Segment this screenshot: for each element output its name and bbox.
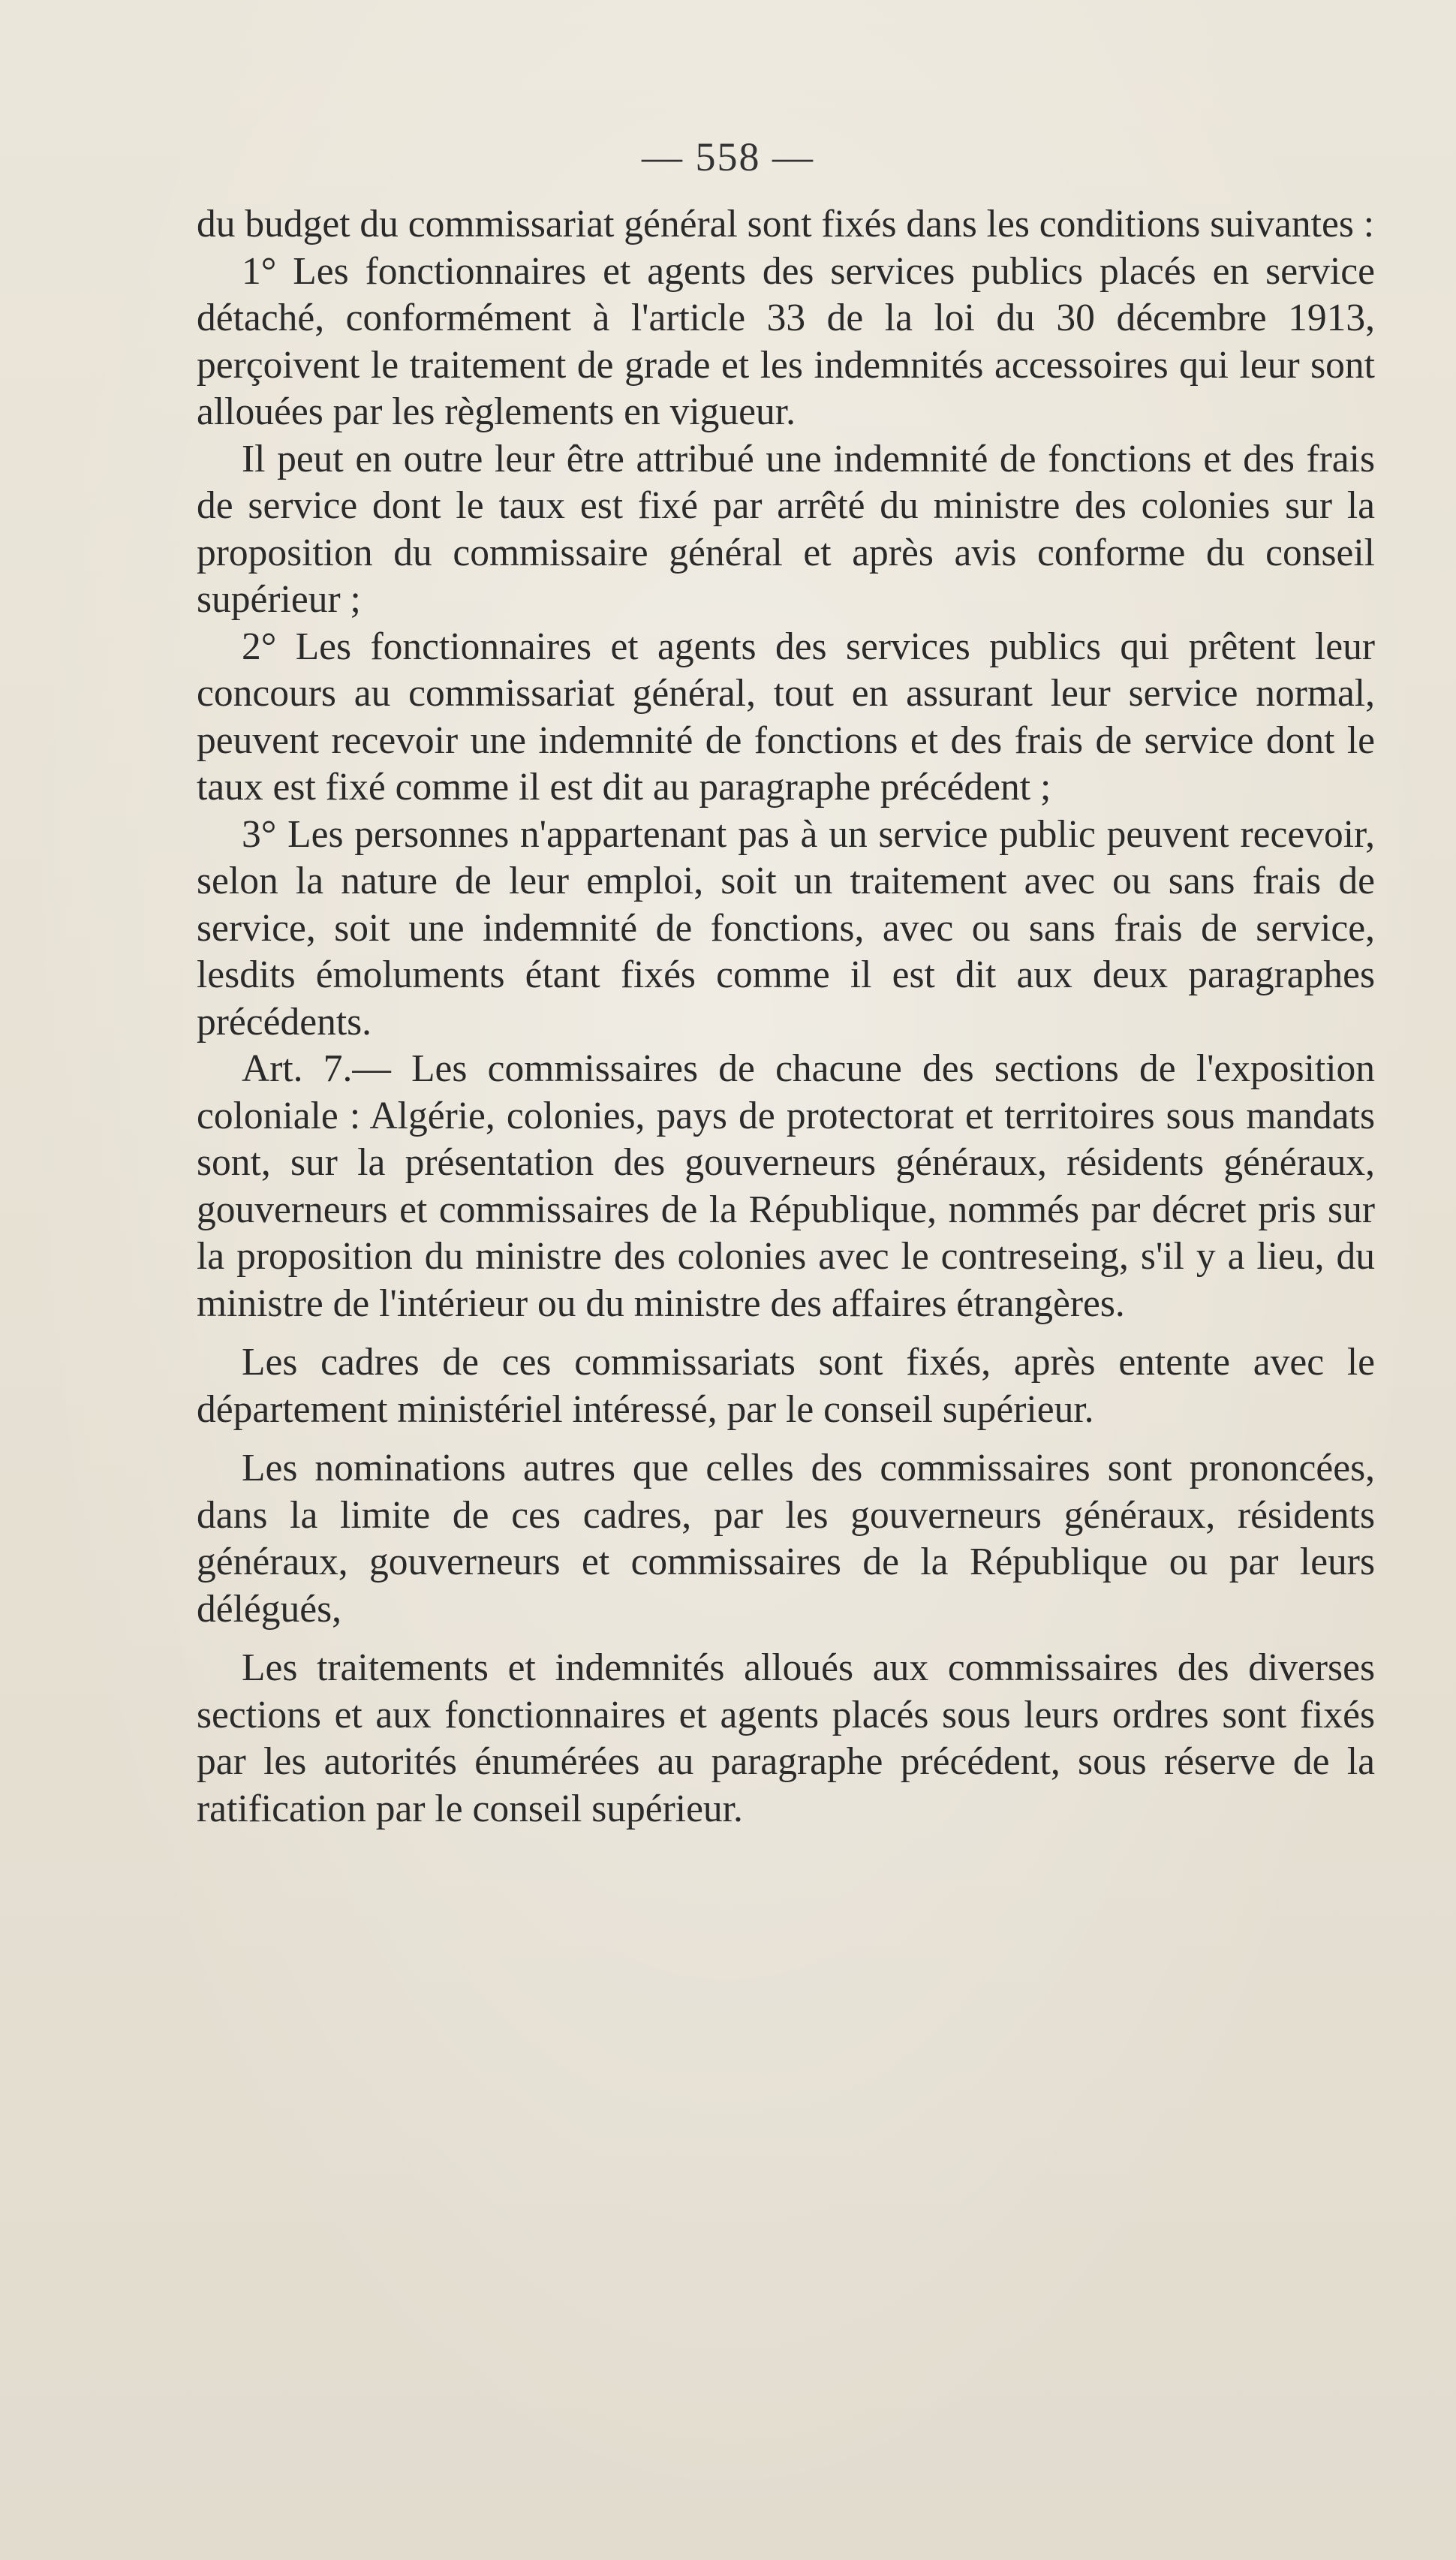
body-text [197,201,1375,1833]
paragraph-article-7: Art. 7.— Les commissaires de chacune des sections de l'exposition coloniale : Algérie, colonies, pays de protectorat et territoires sous mandats sont, sur la présentation des gouverneurs généraux, résidents généraux, gouverneurs et commissaires de la République, nommés par décret pris sur la proposition du ministre des colonies avec le contreseing, s'il y a lieu, du ministre de l'intérieur ou du ministre des affaires étrangères. [197,1047,1375,1325]
paragraph-item-2: 2° Les fonctionnaires et agents des services publics qui prêtent leur concours au commissariat général, tout en assurant leur service normal, peuvent recevoir une indemnité de fonctions et des frais de service dont le taux est fixé comme il est dit au paragraphe précédent ; [197,625,1375,809]
paragraph-item-1: 1° Les fonctionnaires et agents des services publics placés en service détaché, conformément à l'article 33 de la loi du 30 décembre 1913, perçoivent le traitement de grade et les indemnités accessoires qui leur sont allouées par les règlements en vigueur. [197,249,1375,433]
paragraph-cadres: Les cadres de ces commissariats sont fixés, après entente avec le département ministériel intéressé, par le conseil supérieur. [197,1341,1375,1431]
page-number: — 558 — [642,134,814,179]
paragraph-nominations: Les nominations autres que celles des commissaires sont prononcées, dans la limite de ces cadres, par les gouverneurs généraux, résidents généraux, gouverneurs et commissaires de la République ou par leurs délégués, [197,1447,1375,1631]
paragraph-traitements: Les traitements et indemnités alloués aux commissaires des diverses sections et aux fonctionnaires et agents placés sous leurs ordres sont fixés par les autorités énumérées au paragraphe précédent, sous réserve de la ratification par le conseil supérieur. [197,1646,1375,1830]
paragraph-indemnite: Il peut en outre leur être attribué une indemnité de fonctions et des frais de service dont le taux est fixé par arrêté du ministre des colonies sur la proposition du commissaire général et après avis conforme du conseil supérieur ; [197,437,1375,621]
paragraph-item-3: 3° Les personnes n'appartenant pas à un service public peuvent recevoir, selon la nature de leur emploi, soit un traitement avec ou sans frais de service, soit une indemnité de fonctions, avec ou sans frais de service, lesdits émoluments étant fixés comme il est dit aux deux paragraphes précédents. [197,812,1375,1044]
paragraph-continuation: du budget du commissariat général sont fixés dans les conditions suivantes : [197,203,1375,245]
